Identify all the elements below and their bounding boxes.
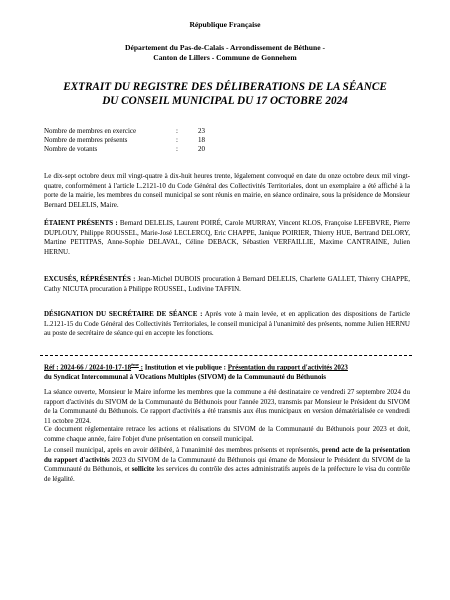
department-heading [40, 43, 410, 63]
stat-label: Nombre de membres en exercice [44, 127, 137, 135]
stat-value: 23 [198, 127, 205, 135]
deliberation-text-2: Ce document réglementaire retrace les actions et réalisations du SIVOM de la Communauté du Béthunois pour 2023 et doit, comme chaque année, faire l'objet d'une présentation en conseil municipal. [44, 425, 410, 443]
member-stats [44, 127, 228, 155]
department-line-1: Département du Pas-de-Calais - Arrondissement de Béthune - [124, 43, 326, 52]
stat-colon: : [176, 145, 178, 154]
section-divider [40, 355, 412, 356]
extract-title [40, 80, 410, 109]
present-label: ÉTAIENT PRÉSENTS : [44, 219, 118, 227]
extract-title-line-2: DU CONSEIL MUNICIPAL DU 17 OCTOBRE 2024 [102, 95, 348, 108]
republic-heading: République Française [189, 20, 261, 29]
stat-row [44, 145, 228, 154]
deliberation-paragraph-3 [44, 446, 410, 484]
stat-label: Nombre de membres présents [44, 136, 128, 145]
stat-row [44, 127, 228, 136]
excused-paragraph [44, 275, 410, 294]
decision-text-c: 2023 du SIVOM de la Communauté du Béthunois qui émane de Monsieur le Président du SIVOM de la Communauté du Béthunois, et [44, 455, 410, 474]
intro-paragraph [44, 172, 410, 210]
intro-text: Le dix-sept octobre deux mil vingt-quatre à dix-huit heures trente, légalement convoqué en date du onze octobre deux mil vingt-quatre, conformément à l'article L.2121-10 du Code Général des Collectivités Territoriales, dont un exemplaire a été affiché à la porte de la mairie, les membres du conseil municipal se sont réunis en mairie, en séance ordinaire, sous la présidence de Monsieur Bernard DELELIS, Maire. [44, 172, 410, 209]
stat-label: Nombre de votants [44, 145, 98, 154]
deliberation-paragraph-1 [44, 388, 410, 426]
stat-value: 18 [198, 136, 205, 145]
decision-emphasis-2: sollicite [131, 465, 155, 474]
deliberation-category: Institution et vie publique : [142, 363, 228, 372]
decision-text-a: Le conseil municipal, après en avoir délibéré, à l'unanimité des membres présents et représentés, [44, 446, 322, 454]
stat-row [44, 136, 228, 145]
secretary-paragraph [44, 310, 410, 339]
deliberation-paragraph-2 [44, 425, 410, 444]
excused-label: EXCUSÉS, RÉPRÉSENTÉS : [44, 275, 136, 283]
department-line-2: Canton de Lillers - Commune de Gonnehem [153, 53, 297, 62]
deliberation-heading [44, 360, 410, 382]
excused-list: Jean-Michel DUBOIS procuration à Bernard DELELIS, Charlette GALLET, Thierry CHAPPE, Cathy NICUTA procuration à Philippe ROUSSEL, Ludivine TAFFIN. [44, 275, 410, 293]
decision-text-e: les services du contrôle des actes administratifs auprès de la préfecture le visa du contrôle de légalité. [44, 465, 410, 483]
stat-colon: : [176, 136, 178, 145]
secretary-label: DÉSIGNATION DU SECRÉTAIRE DE SÉANCE : [44, 310, 203, 318]
deliberation-ref-colon: : [138, 363, 143, 372]
present-list: Bernard DELELIS, Laurent POIRÉ, Carole MURRAY, Vincent KLOS, Françoise LEFEBVRE, Pierre DUPLOUY, Philippe ROUSSEL, Marie-José LECLERCQ, Eric CHAPPE, Janique POIRIER, Thierry HUE, Bertrand DELORY, Martine PETITPAS, Anne-Sophie DELAVAL, Céline DEBACK, Sébastien VERFAILLIE, Maxime CANTRAINE, Julien HERNU. [44, 219, 411, 256]
stat-colon: : [176, 127, 178, 135]
deliberation-ref: Réf : 2024-66 / 2024-10-17-18 [44, 363, 132, 372]
deliberation-heading-line-2: du Syndicat Intercommunal à VOcations Multiples (SIVOM) de la Communauté du Béthunois [44, 372, 327, 381]
deliberation-ref-sup: ème [131, 362, 139, 367]
decision-emphasis-1: prend acte de la présentation du rapport d'activités [44, 446, 410, 464]
deliberation-title: Présentation du rapport d'activités 2023 [227, 363, 348, 372]
deliberation-heading-line-1 [44, 360, 410, 373]
extract-title-line-1: EXTRAIT DU REGISTRE DES DÉLIBERATIONS DE LA SÉANCE [63, 81, 387, 93]
present-paragraph [44, 219, 410, 257]
stat-value: 20 [198, 145, 205, 154]
secretary-text: Après vote à main levée, et en application des dispositions de l'article L.2121-15 du Code Général des Collectivités Territoriales, le conseil municipal à l'unanimité des présents, nomme Julien HERNU au poste de secrétaire de séance qui en accepte les fonctions. [44, 310, 410, 338]
deliberation-text-1: La séance ouverte, Monsieur le Maire informe les membres que la commune a été destinataire ce vendredi 27 septembre 2024 du rapport d'activités du SIVOM de la Communauté du Béthunois pour l'année 2023, transmis par Monsieur le Président du SIVOM de la Communauté du Béthunois. Ce rapport d'activités a été transmis aux élus municipaux en version dématérialisée ce vendredi 11 octobre 2024. [44, 388, 410, 425]
